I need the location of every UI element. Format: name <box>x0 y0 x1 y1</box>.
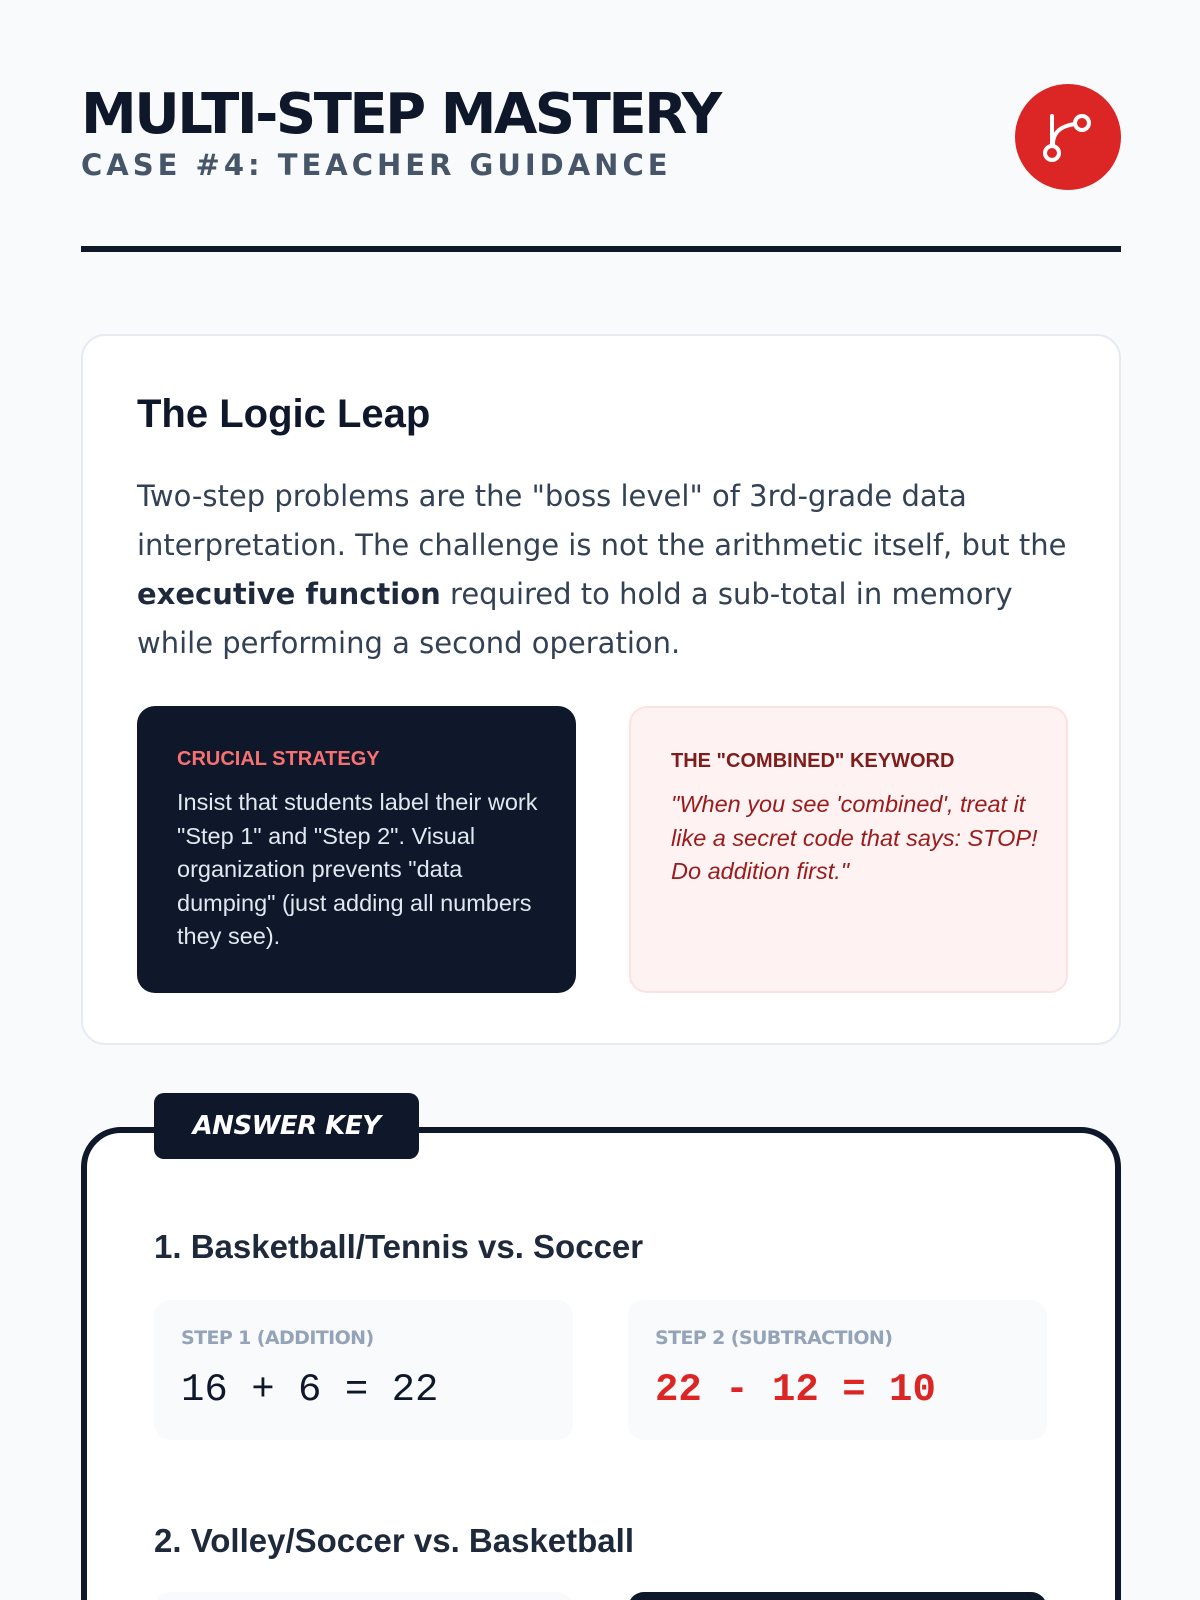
keyword-label: THE "COMBINED" KEYWORD <box>671 750 955 772</box>
step-2-equation: 22 - 12 = 10 <box>655 1368 936 1412</box>
logic-card <box>81 334 1121 1045</box>
step-1-equation: 16 + 6 = 22 <box>181 1368 439 1412</box>
logic-description <box>137 472 1067 668</box>
answer-key-tab: ANSWER KEY <box>154 1093 419 1159</box>
lead-text-end: required to hold a sub-total in memory while performing a second operation. <box>137 577 1013 660</box>
page-subtitle: CASE #4: TEACHER GUIDANCE <box>81 148 672 182</box>
keyword-quote: "When you see 'combined', treat it like a secret code that says: STOP! Do addition first." <box>671 791 1038 884</box>
question-title: 1. Basketball/Tennis vs. Soccer <box>154 1228 644 1265</box>
section-title: The Logic Leap <box>137 392 431 436</box>
strategy-text: Insist that students label their work "Step 1" and "Step 2". Visual organization prevents "data dumping" (just adding all numbers they see). <box>177 789 538 949</box>
step-card-peek-dark <box>628 1592 1047 1600</box>
step-1-card <box>154 1300 573 1440</box>
header-divider <box>81 246 1121 252</box>
lead-text-start: Two-step problems are the "boss level" of 3rd-grade data interpretation. The challenge is not the arithmetic itself, but the <box>137 479 1067 562</box>
page-header <box>81 84 1121 182</box>
lead-bold: executive function <box>137 577 441 611</box>
question-title: 2. Volley/Soccer vs. Basketball <box>154 1522 634 1559</box>
strategy-box <box>137 706 576 993</box>
logo-badge <box>1015 84 1121 190</box>
strategy-label: CRUCIAL STRATEGY <box>177 748 380 770</box>
keyword-box <box>629 706 1068 993</box>
git-branch-icon <box>1037 106 1099 168</box>
step-2-label: STEP 2 (SUBTRACTION) <box>655 1327 893 1349</box>
step-2-card <box>628 1300 1047 1440</box>
step-card-peek <box>154 1592 573 1600</box>
step-1-label: STEP 1 (ADDITION) <box>181 1327 374 1349</box>
page-title: MULTI-STEP MASTERY <box>81 82 720 147</box>
